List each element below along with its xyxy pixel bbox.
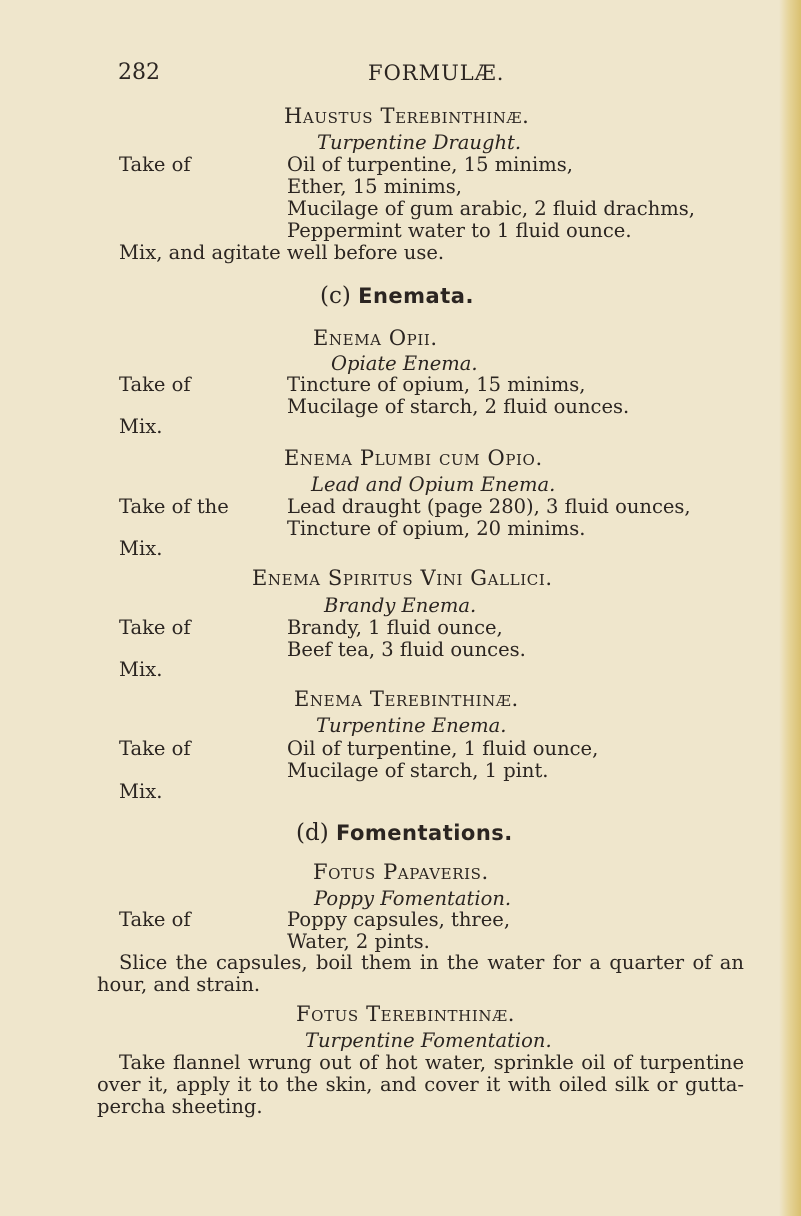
- instruction: Mix, and agitate well before use.: [119, 241, 445, 264]
- mix-label: Mix.: [119, 415, 163, 438]
- recipe-subtitle: Opiate Enema.: [331, 352, 478, 375]
- page-edge: [779, 0, 801, 1216]
- section-name: Enemata.: [358, 284, 474, 308]
- recipe-subtitle: Turpentine Draught.: [317, 131, 522, 154]
- ingredient-line: Tincture of opium, 20 minims.: [287, 517, 586, 540]
- ingredient-line: Mucilage of gum arabic, 2 fluid drachms,: [287, 197, 695, 220]
- instruction-paragraph: Take flannel wrung out of hot water, sprinkle oil of turpentine over it, apply it to the skin, and cover it with oiled silk or gutta-percha sheeting.: [97, 1051, 744, 1118]
- recipe-title: Fotus Terebinthinæ.: [296, 1002, 515, 1026]
- recipe-title: Enema Terebinthinæ.: [294, 687, 519, 711]
- ingredient-line: Mucilage of starch, 2 fluid ounces.: [287, 395, 630, 418]
- take-label: Take of: [119, 737, 191, 760]
- section-name: Fomentations.: [335, 821, 513, 845]
- recipe-subtitle: Poppy Fomentation.: [314, 887, 512, 910]
- ingredient-line: Ether, 15 minims,: [287, 175, 462, 198]
- ingredient-line: Tincture of opium, 15 minims,: [287, 373, 586, 396]
- take-label: Take of: [119, 908, 191, 931]
- section-letter: (d): [296, 820, 329, 846]
- recipe-title: Enema Plumbi cum Opio.: [284, 446, 543, 470]
- recipe-title: Enema Spiritus Vini Gallici.: [252, 566, 553, 590]
- mix-label: Mix.: [119, 780, 163, 803]
- ingredient-line: Brandy, 1 fluid ounce,: [287, 616, 503, 639]
- running-title: FORMULÆ.: [368, 61, 505, 85]
- ingredient-line: Beef tea, 3 fluid ounces.: [287, 638, 526, 661]
- section-heading-d: [296, 820, 513, 846]
- recipe-subtitle: Brandy Enema.: [324, 594, 477, 617]
- instruction-paragraph: Slice the capsules, boil them in the water for a quarter of an hour, and strain.: [97, 951, 744, 996]
- ingredient-line: Oil of turpentine, 1 fluid ounce,: [287, 737, 599, 760]
- mix-label: Mix.: [119, 537, 163, 560]
- section-heading-c: [320, 283, 474, 309]
- ingredient-line: Oil of turpentine, 15 minims,: [287, 153, 573, 176]
- take-label: Take of: [119, 153, 191, 176]
- page-number: 282: [118, 60, 160, 85]
- ingredient-line: Poppy capsules, three,: [287, 908, 511, 931]
- recipe-title: Enema Opii.: [313, 326, 438, 350]
- ingredient-line: Mucilage of starch, 1 pint.: [287, 759, 549, 782]
- ingredient-line: Water, 2 pints.: [287, 930, 430, 953]
- recipe-subtitle: Turpentine Fomentation.: [305, 1029, 552, 1052]
- take-label: Take of: [119, 616, 191, 639]
- recipe-subtitle: Lead and Opium Enema.: [311, 473, 556, 496]
- take-label: Take of the: [119, 495, 229, 518]
- recipe-subtitle: Turpentine Enema.: [316, 714, 507, 737]
- recipe-title: Haustus Terebinthinæ.: [284, 104, 530, 128]
- section-letter: (c): [320, 283, 351, 309]
- mix-label: Mix.: [119, 658, 163, 681]
- take-label: Take of: [119, 373, 191, 396]
- ingredient-line: Lead draught (page 280), 3 fluid ounces,: [287, 495, 691, 518]
- recipe-title: Fotus Papaveris.: [313, 860, 489, 884]
- ingredient-line: Peppermint water to 1 fluid ounce.: [287, 219, 632, 242]
